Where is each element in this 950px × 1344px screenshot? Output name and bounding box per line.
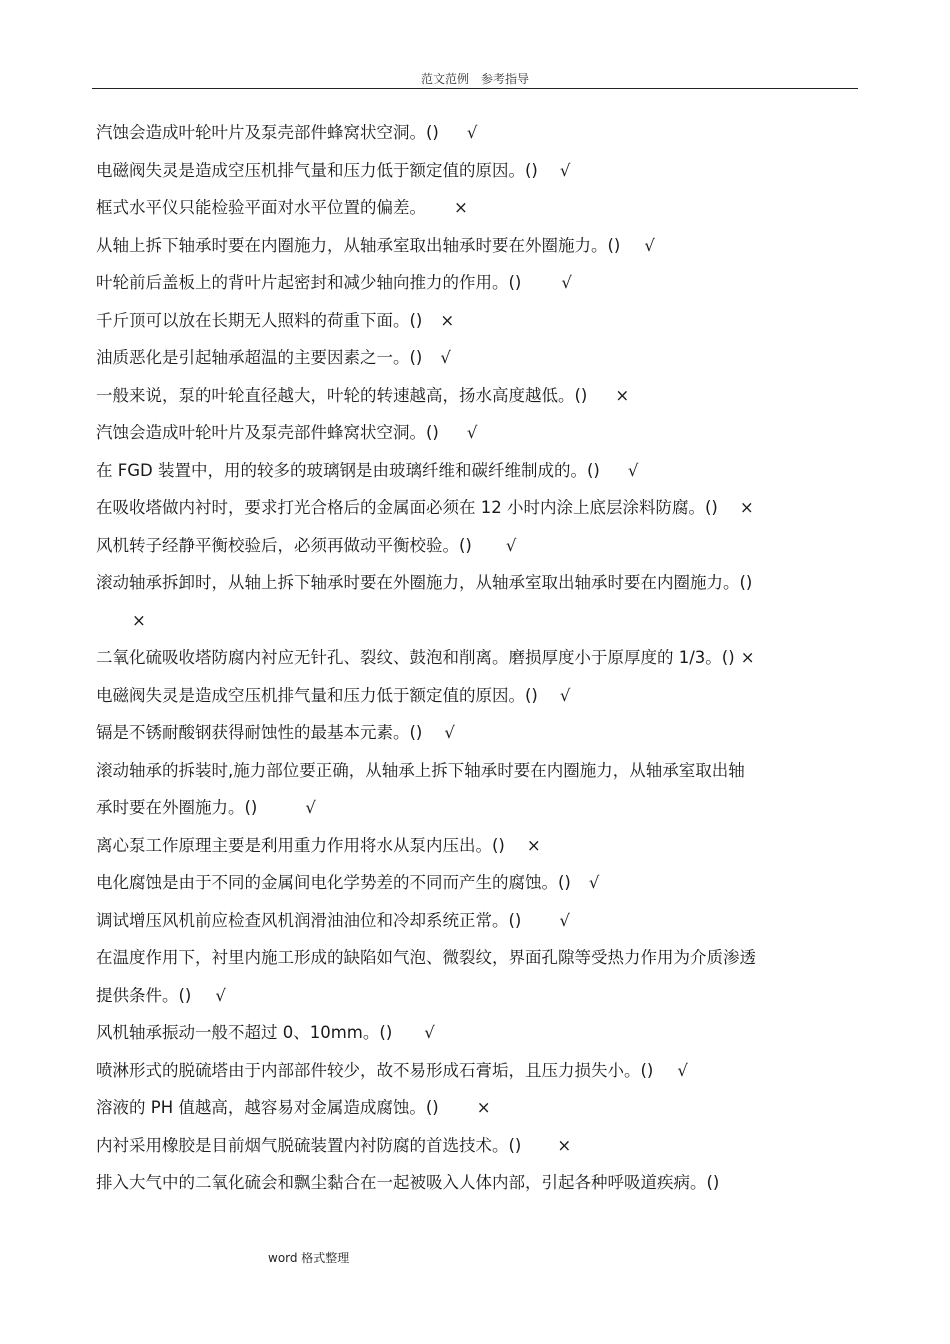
question-line [96, 527, 858, 565]
question-line [96, 227, 858, 265]
answer-mark: √ [215, 985, 226, 1005]
answer-mark: × [739, 498, 754, 517]
question-line [96, 114, 858, 152]
question-line [96, 902, 858, 940]
question-line [96, 602, 858, 640]
question-line [96, 1089, 858, 1127]
question-text: 从轴上拆下轴承时要在内圈施力，从轴承室取出轴承时要在外圈施力。() [96, 235, 621, 255]
answer-mark: √ [559, 160, 571, 180]
question-text: 汽蚀会造成叶轮叶片及泵壳部件蜂窝状空洞。() [96, 423, 439, 442]
answer-mark: × [740, 648, 755, 667]
question-text: 滚动轴承的拆装时,施力部位要正确，从轴承上拆下轴承时要在内圈施力，从轴承室取出轴 [96, 760, 745, 780]
answer-mark: √ [505, 535, 517, 555]
question-text: 油质恶化是引起轴承超温的主要因素之一。() [96, 348, 423, 367]
answer-mark: √ [440, 348, 451, 367]
question-line [96, 827, 858, 865]
question-text: 风机转子经静平衡校验后，必须再做动平衡校验。() [96, 535, 472, 555]
question-line [96, 639, 858, 677]
question-line [96, 264, 858, 302]
answer-mark: × [476, 1098, 491, 1117]
question-line [96, 789, 858, 827]
question-text: 二氧化硫吸收塔防腐内衬应无针孔、裂纹、鼓泡和削离。磨损厚度小于原厚度的 1/3。() [96, 648, 735, 667]
answer-mark: × [557, 1135, 572, 1155]
question-line [96, 752, 858, 790]
question-text: 调试增压风机前应检查风机润滑油油位和冷却系统正常。() [96, 910, 522, 930]
question-text: 溶液的 PH 值越高，越容易对金属造成腐蚀。() [96, 1098, 439, 1117]
question-line [96, 377, 858, 415]
question-text: 滚动轴承拆卸时，从轴上拆下轴承时要在外圈施力，从轴承室取出轴承时要在内圈施力。() [96, 573, 753, 592]
answer-mark: √ [627, 460, 639, 480]
question-line [96, 564, 858, 602]
answer-mark: × [615, 385, 630, 405]
answer-mark: × [132, 610, 146, 630]
question-text: 千斤顶可以放在长期无人照料的荷重下面。() [96, 310, 423, 330]
answer-mark: √ [424, 1023, 435, 1042]
question-text: 在吸收塔做内衬时，要求打光合格后的金属面必须在 12 小时内涂上底层涂料防腐。() [96, 498, 718, 517]
question-text: 排入大气中的二氧化硫会和飘尘黏合在一起被吸入人体内部，引起各种呼吸道疾病。() [96, 1173, 720, 1192]
question-text: 汽蚀会造成叶轮叶片及泵壳部件蜂窝状空洞。() [96, 123, 439, 142]
question-text: 电化腐蚀是由于不同的金属间电化学势差的不同而产生的腐蚀。() [96, 873, 571, 892]
answer-mark: √ [444, 723, 455, 742]
question-text: 电磁阀失灵是造成空压机排气量和压力低于额定值的原因。() [96, 160, 538, 180]
question-line [96, 677, 858, 715]
question-text: 镉是不锈耐酸钢获得耐蚀性的最基本元素。() [96, 723, 423, 742]
answer-mark: √ [677, 1060, 688, 1080]
question-line [96, 714, 858, 752]
question-text: 一般来说，泵的叶轮直径越大，叶轮的转速越高，扬水高度越低。() [96, 385, 588, 405]
answer-mark: × [454, 198, 468, 217]
answer-mark: √ [466, 423, 478, 442]
question-line [96, 1127, 858, 1165]
question-text: 在 FGD 装置中，用的较多的玻璃钢是由玻璃纤维和碳纤维制成的。() [96, 460, 600, 480]
question-text: 风机轴承振动一般不超过 0、10mm。() [96, 1023, 393, 1042]
answer-mark: √ [561, 273, 572, 292]
question-text: 叶轮前后盖板上的背叶片起密封和减少轴向推力的作用。() [96, 273, 522, 292]
question-text: 框式水平仪只能检验平面对水平位置的偏差。 [96, 198, 426, 217]
question-line [96, 339, 858, 377]
question-text: 承时要在外圈施力。() [96, 798, 258, 817]
question-text: 内衬采用橡胶是目前烟气脱硫装置内衬防腐的首选技术。() [96, 1135, 522, 1155]
question-line [96, 302, 858, 340]
question-line [96, 452, 858, 490]
page-header: 范文范例 参考指导 [420, 72, 529, 86]
question-line [96, 977, 858, 1015]
question-text: 喷淋形式的脱硫塔由于内部部件较少，故不易形成石膏垢，且压力损失小。() [96, 1060, 654, 1080]
question-list [96, 114, 858, 1202]
question-line [96, 1014, 858, 1052]
question-text: 电磁阀失灵是造成空压机排气量和压力低于额定值的原因。() [96, 685, 538, 705]
question-line [96, 939, 858, 977]
answer-mark: × [440, 310, 455, 330]
question-line [96, 489, 858, 527]
answer-mark: √ [466, 123, 478, 142]
answer-mark: × [526, 835, 541, 855]
answer-mark: √ [559, 910, 570, 930]
page-footer: word 格式整理 [268, 1251, 350, 1265]
question-text: 在温度作用下，衬里内施工形成的缺陷如气泡、微裂纹，界面孔隙等受热力作用为介质渗透 [96, 948, 756, 967]
answer-mark: √ [559, 685, 571, 705]
question-line [96, 864, 858, 902]
header-rule [92, 88, 858, 89]
question-line [96, 1164, 858, 1202]
answer-mark: √ [588, 873, 600, 892]
question-text: 提供条件。() [96, 985, 192, 1005]
question-line [96, 189, 858, 227]
question-line [96, 152, 858, 190]
answer-mark: √ [644, 235, 655, 255]
question-line [96, 414, 858, 452]
question-line [96, 1052, 858, 1090]
question-text: 离心泵工作原理主要是利用重力作用将水从泵内压出。() [96, 835, 505, 855]
answer-mark: √ [305, 798, 316, 817]
